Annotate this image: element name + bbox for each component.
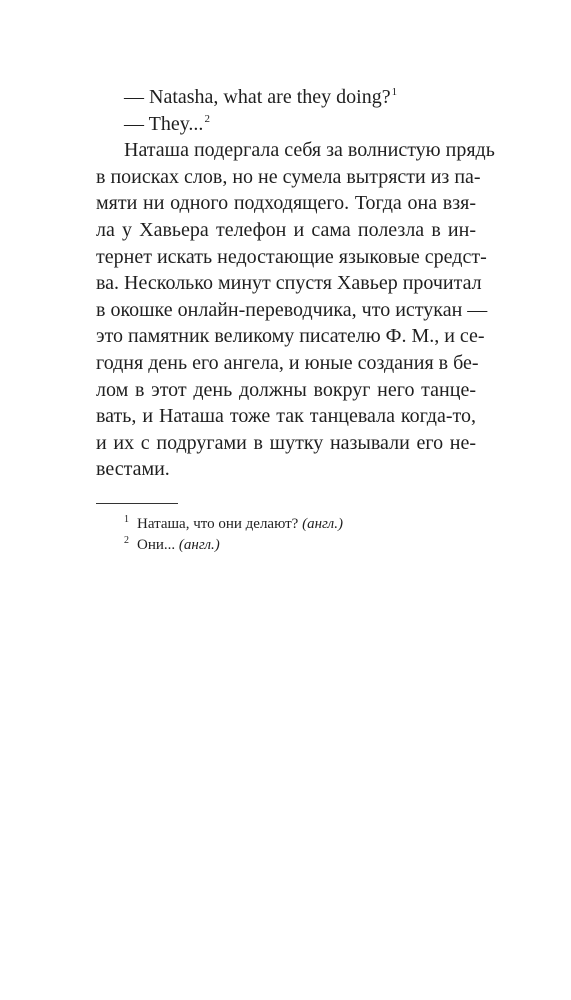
footnote-text: Они... [137, 536, 176, 553]
footnote-reference-1[interactable]: 1 [391, 86, 398, 99]
paragraph-line: в окошке онлайн-переводчика, что истукан — [96, 298, 488, 321]
paragraph-line: ва. Несколько минут спустя Хавьер прочитал [96, 272, 482, 295]
footnote-1 [96, 514, 476, 535]
paragraph-line: мяти ни одного подходящего. Тогда она взя- [96, 192, 476, 215]
paragraph-line: в поисках слов, но не сумела вытрясти из па- [96, 165, 481, 188]
paragraph-line-last: вестами. [96, 458, 170, 481]
dialogue-text: — Natasha, what are they doing? [124, 86, 391, 108]
paragraph-line: годня день его ангела, и юные создания в бе- [96, 351, 479, 374]
footnote-2 [96, 535, 476, 556]
book-page [96, 84, 495, 556]
body-paragraph [96, 137, 495, 483]
dialogue-text: — They... [124, 112, 204, 135]
paragraph-line: Наташа подергала себя за волнистую прядь [124, 139, 495, 162]
footnote-separator [96, 503, 178, 504]
footnote-number: 2 [124, 534, 129, 546]
paragraph-line: это памятник великому писателю Ф. М., и се- [96, 325, 485, 348]
paragraph-line: и их с подругами в шутку называли его не- [96, 431, 476, 454]
paragraph-line: ла у Хавьера телефон и сама полезла в ин- [96, 218, 476, 241]
paragraph-line: тернет искать недостающие языковые средст- [96, 245, 487, 268]
footnote-number: 1 [124, 513, 129, 525]
footnote-language-note: (англ.) [302, 515, 343, 532]
footnote-text: Наташа, что они делают? [137, 515, 299, 532]
footnotes [96, 514, 476, 556]
paragraph-line: вать, и Наташа тоже так танцевала когда-то, [96, 405, 476, 428]
dialogue-line-2 [96, 111, 476, 138]
dialogue-line-1 [96, 84, 476, 111]
paragraph-line: лом в этот день должны вокруг него танце- [96, 378, 476, 401]
footnote-reference-2[interactable]: 2 [204, 112, 210, 125]
footnote-language-note: (англ.) [178, 536, 220, 553]
